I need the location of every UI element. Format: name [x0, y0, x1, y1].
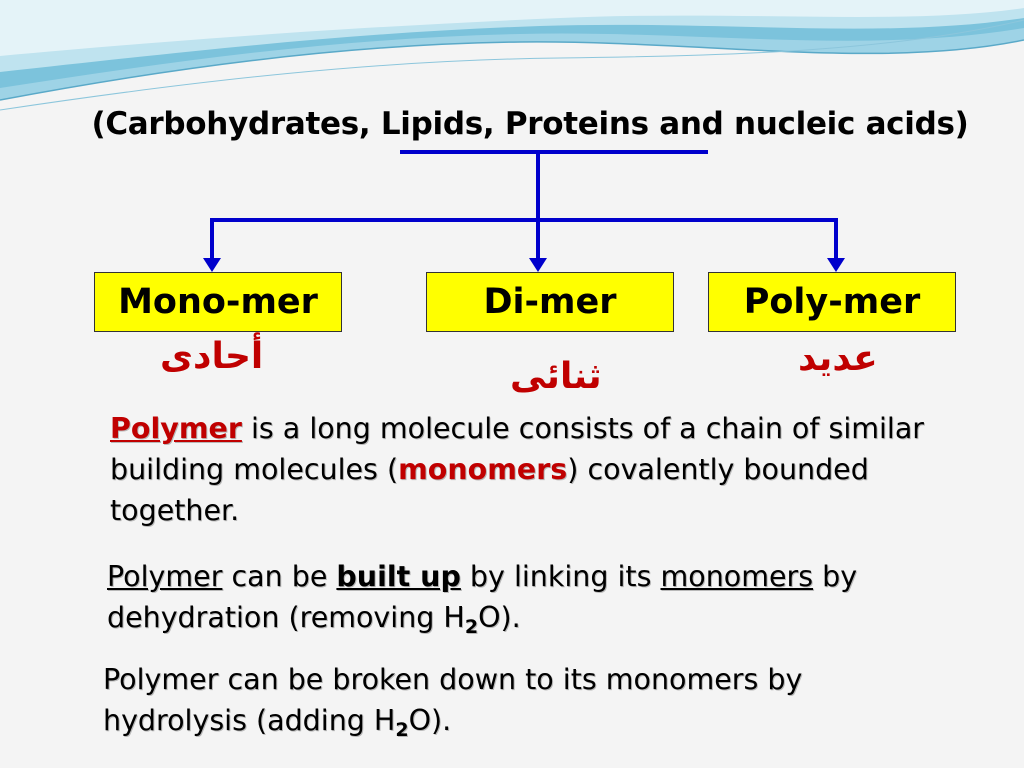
hydrolysis-paragraph — [103, 659, 883, 741]
dimer-arabic-label: ثنائى — [510, 356, 602, 397]
polymer-word: Polymer — [107, 560, 223, 593]
water-subscript-2: 2 — [395, 719, 409, 741]
hydrolysis-text-1: Polymer can be broken down to its monomers by hydrolysis (adding H — [103, 663, 803, 737]
built-up-text-3: by dehydration (removing H — [107, 560, 858, 634]
hierarchy-connectors — [0, 0, 1024, 300]
built-up-paragraph — [107, 556, 937, 638]
hydrolysis-text-2: O). — [408, 704, 452, 737]
built-up-text-1: can be — [222, 560, 337, 593]
built-up-text-4: O). — [478, 601, 521, 634]
monomers-word: monomers — [660, 560, 814, 593]
dimer-box: Di-mer — [426, 272, 674, 332]
built-up-text-2: by linking its — [460, 560, 661, 593]
monomer-box: Mono-mer — [94, 272, 342, 332]
definition-text-1: is a long molecule consists of a chain of similar building molecules ( — [110, 412, 925, 486]
polymer-term: Polymer — [110, 412, 242, 445]
monomers-term: monomers — [398, 453, 568, 486]
water-subscript: 2 — [464, 616, 479, 638]
page-title: (Carbohydrates, Lipids, Proteins and nucleic acids) — [91, 106, 969, 142]
polymer-box: Poly-mer — [708, 272, 956, 332]
built-up-term: built up — [336, 560, 461, 593]
monomer-arabic-label: أحادى — [160, 336, 264, 377]
polymer-definition-paragraph — [110, 408, 990, 531]
polymer-arabic-label: عديد — [798, 338, 878, 379]
definition-text-2: ) covalently bounded together. — [110, 453, 869, 527]
